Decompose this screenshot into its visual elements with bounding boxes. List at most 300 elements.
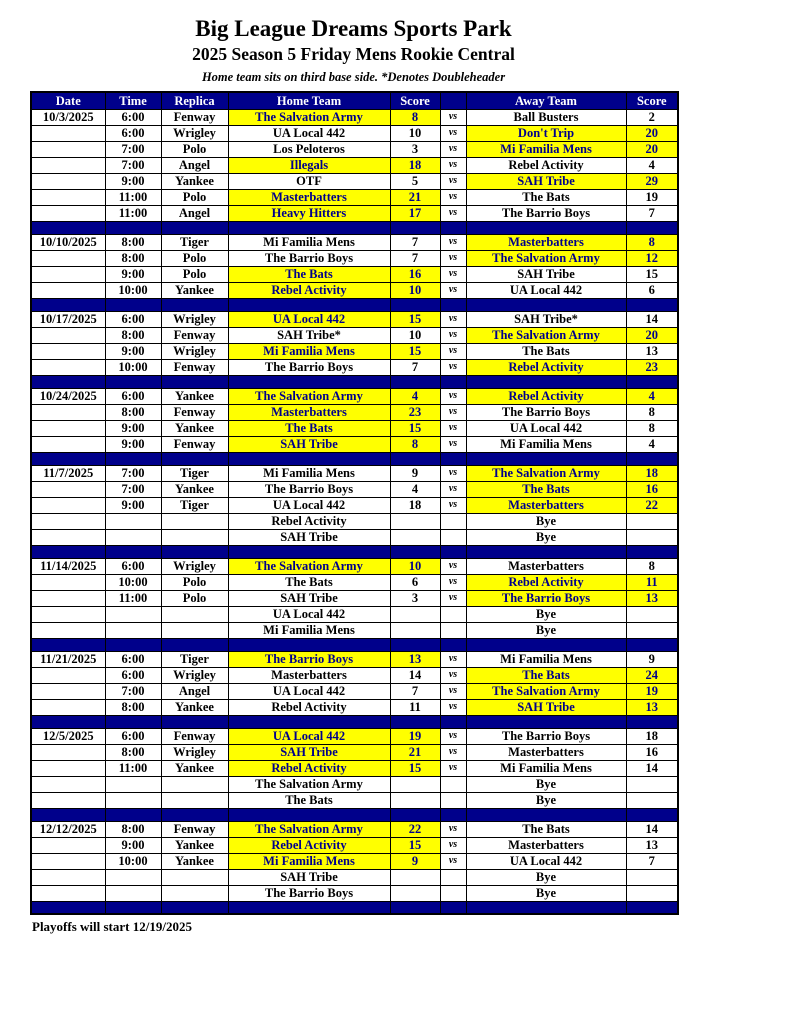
replica-cell: Tiger: [161, 465, 228, 481]
bye-row: [31, 606, 678, 622]
vs-cell: vs: [440, 327, 466, 343]
away-score-cell: 11: [626, 574, 678, 590]
separator-cell: [31, 808, 105, 821]
separator-cell: [228, 901, 390, 914]
away-score-cell: 18: [626, 728, 678, 744]
header-home-score: Score: [390, 92, 440, 109]
vs-cell: vs: [440, 157, 466, 173]
away-team-cell: Rebel Activity: [466, 157, 626, 173]
replica-cell: [161, 885, 228, 901]
game-row: [31, 125, 678, 141]
away-team-cell: Rebel Activity: [466, 388, 626, 404]
away-score-cell: 22: [626, 497, 678, 513]
game-row: [31, 420, 678, 436]
away-team-cell: Mi Familia Mens: [466, 760, 626, 776]
separator-cell: [228, 638, 390, 651]
away-team-cell: The Bats: [466, 343, 626, 359]
separator-cell: [161, 298, 228, 311]
vs-cell: vs: [440, 558, 466, 574]
time-cell: 10:00: [105, 574, 161, 590]
date-cell: [31, 481, 105, 497]
time-cell: 8:00: [105, 699, 161, 715]
home-score-cell: 22: [390, 821, 440, 837]
home-team-cell: UA Local 442: [228, 606, 390, 622]
time-cell: [105, 792, 161, 808]
away-score-cell: [626, 622, 678, 638]
date-cell: [31, 590, 105, 606]
separator-row: [31, 808, 678, 821]
date-cell: [31, 157, 105, 173]
separator-cell: [105, 375, 161, 388]
date-cell: [31, 622, 105, 638]
home-score-cell: 18: [390, 157, 440, 173]
away-team-cell: Bye: [466, 792, 626, 808]
separator-row: [31, 715, 678, 728]
page-title: Big League Dreams Sports Park: [195, 16, 512, 41]
vs-cell: vs: [440, 574, 466, 590]
home-score-cell: 7: [390, 683, 440, 699]
separator-cell: [440, 375, 466, 388]
replica-cell: [161, 513, 228, 529]
replica-cell: Yankee: [161, 853, 228, 869]
away-team-cell: The Bats: [466, 481, 626, 497]
home-score-cell: 15: [390, 343, 440, 359]
game-row: [31, 311, 678, 327]
game-row: [31, 189, 678, 205]
vs-cell: vs: [440, 282, 466, 298]
replica-cell: Polo: [161, 141, 228, 157]
home-score-cell: 10: [390, 558, 440, 574]
separator-cell: [161, 901, 228, 914]
separator-cell: [161, 452, 228, 465]
replica-cell: Fenway: [161, 728, 228, 744]
replica-cell: [161, 529, 228, 545]
home-score-cell: [390, 885, 440, 901]
date-cell: 10/3/2025: [31, 109, 105, 125]
separator-cell: [228, 452, 390, 465]
replica-cell: Fenway: [161, 327, 228, 343]
date-cell: [31, 250, 105, 266]
home-team-cell: SAH Tribe: [228, 869, 390, 885]
bye-row: [31, 529, 678, 545]
separator-cell: [390, 638, 440, 651]
away-score-cell: 18: [626, 465, 678, 481]
date-cell: [31, 853, 105, 869]
game-row: [31, 327, 678, 343]
away-team-cell: The Barrio Boys: [466, 205, 626, 221]
away-score-cell: 23: [626, 359, 678, 375]
date-cell: 11/21/2025: [31, 651, 105, 667]
date-cell: 10/24/2025: [31, 388, 105, 404]
vs-cell: [440, 869, 466, 885]
home-score-cell: 10: [390, 327, 440, 343]
game-row: [31, 651, 678, 667]
time-cell: [105, 606, 161, 622]
separator-cell: [105, 545, 161, 558]
away-team-cell: Masterbatters: [466, 234, 626, 250]
away-team-cell: Masterbatters: [466, 837, 626, 853]
separator-cell: [105, 901, 161, 914]
time-cell: 8:00: [105, 821, 161, 837]
date-cell: [31, 282, 105, 298]
away-score-cell: 6: [626, 282, 678, 298]
home-score-cell: 8: [390, 109, 440, 125]
separator-cell: [31, 452, 105, 465]
vs-cell: vs: [440, 205, 466, 221]
replica-cell: Fenway: [161, 404, 228, 420]
separator-cell: [466, 715, 626, 728]
separator-cell: [105, 298, 161, 311]
date-cell: 12/5/2025: [31, 728, 105, 744]
separator-cell: [105, 808, 161, 821]
separator-cell: [626, 715, 678, 728]
vs-cell: vs: [440, 760, 466, 776]
replica-cell: [161, 776, 228, 792]
away-team-cell: Ball Busters: [466, 109, 626, 125]
home-score-cell: 21: [390, 744, 440, 760]
home-team-cell: Mi Familia Mens: [228, 343, 390, 359]
time-cell: 6:00: [105, 109, 161, 125]
vs-cell: vs: [440, 667, 466, 683]
away-score-cell: [626, 792, 678, 808]
game-row: [31, 853, 678, 869]
away-score-cell: 19: [626, 683, 678, 699]
away-score-cell: [626, 869, 678, 885]
home-score-cell: [390, 606, 440, 622]
home-score-cell: 3: [390, 590, 440, 606]
separator-cell: [466, 545, 626, 558]
home-team-cell: The Barrio Boys: [228, 359, 390, 375]
game-row: [31, 282, 678, 298]
home-team-cell: The Salvation Army: [228, 821, 390, 837]
away-score-cell: 8: [626, 420, 678, 436]
away-score-cell: 12: [626, 250, 678, 266]
away-team-cell: Mi Familia Mens: [466, 436, 626, 452]
away-team-cell: The Salvation Army: [466, 683, 626, 699]
time-cell: 6:00: [105, 558, 161, 574]
bye-row: [31, 869, 678, 885]
home-team-cell: Illegals: [228, 157, 390, 173]
away-score-cell: 14: [626, 821, 678, 837]
header-home-team: Home Team: [228, 92, 390, 109]
game-row: [31, 574, 678, 590]
game-row: [31, 728, 678, 744]
separator-cell: [228, 545, 390, 558]
date-cell: [31, 744, 105, 760]
away-score-cell: 7: [626, 205, 678, 221]
home-score-cell: 17: [390, 205, 440, 221]
time-cell: 7:00: [105, 141, 161, 157]
away-team-cell: The Bats: [466, 667, 626, 683]
home-team-cell: Rebel Activity: [228, 282, 390, 298]
time-cell: 6:00: [105, 651, 161, 667]
replica-cell: Yankee: [161, 420, 228, 436]
schedule-header: [31, 92, 678, 109]
home-score-cell: [390, 513, 440, 529]
separator-cell: [105, 638, 161, 651]
separator-cell: [626, 901, 678, 914]
home-score-cell: 9: [390, 465, 440, 481]
home-team-cell: SAH Tribe: [228, 436, 390, 452]
away-score-cell: 16: [626, 481, 678, 497]
date-cell: [31, 869, 105, 885]
away-team-cell: The Salvation Army: [466, 465, 626, 481]
time-cell: 7:00: [105, 465, 161, 481]
game-row: [31, 234, 678, 250]
vs-cell: [440, 792, 466, 808]
vs-cell: vs: [440, 343, 466, 359]
away-score-cell: 4: [626, 157, 678, 173]
away-score-cell: 7: [626, 853, 678, 869]
separator-cell: [466, 901, 626, 914]
separator-row: [31, 545, 678, 558]
away-score-cell: 8: [626, 234, 678, 250]
time-cell: [105, 869, 161, 885]
vs-cell: vs: [440, 744, 466, 760]
vs-cell: vs: [440, 250, 466, 266]
home-score-cell: 5: [390, 173, 440, 189]
separator-cell: [626, 452, 678, 465]
away-score-cell: 9: [626, 651, 678, 667]
home-team-cell: SAH Tribe: [228, 590, 390, 606]
separator-cell: [390, 808, 440, 821]
replica-cell: Yankee: [161, 760, 228, 776]
game-row: [31, 744, 678, 760]
vs-cell: vs: [440, 388, 466, 404]
home-team-cell: The Bats: [228, 574, 390, 590]
time-cell: 9:00: [105, 436, 161, 452]
playoffs-note: Playoffs will start 12/19/2025: [32, 919, 192, 935]
date-cell: [31, 359, 105, 375]
game-row: [31, 760, 678, 776]
separator-cell: [390, 221, 440, 234]
away-score-cell: 20: [626, 327, 678, 343]
home-team-cell: The Bats: [228, 792, 390, 808]
home-team-cell: OTF: [228, 173, 390, 189]
date-cell: [31, 837, 105, 853]
time-cell: 7:00: [105, 481, 161, 497]
separator-row: [31, 298, 678, 311]
home-team-cell: The Bats: [228, 266, 390, 282]
time-cell: [105, 776, 161, 792]
home-score-cell: 11: [390, 699, 440, 715]
date-cell: [31, 606, 105, 622]
separator-cell: [390, 715, 440, 728]
game-row: [31, 465, 678, 481]
home-score-cell: [390, 622, 440, 638]
away-team-cell: SAH Tribe: [466, 266, 626, 282]
separator-cell: [440, 715, 466, 728]
header-time: Time: [105, 92, 161, 109]
home-team-cell: Masterbatters: [228, 404, 390, 420]
time-cell: 11:00: [105, 760, 161, 776]
game-row: [31, 157, 678, 173]
replica-cell: Polo: [161, 266, 228, 282]
separator-cell: [228, 375, 390, 388]
date-cell: [31, 529, 105, 545]
replica-cell: Wrigley: [161, 558, 228, 574]
separator-cell: [466, 808, 626, 821]
date-cell: [31, 436, 105, 452]
page-subtitle: 2025 Season 5 Friday Mens Rookie Central: [192, 44, 515, 65]
separator-cell: [626, 221, 678, 234]
date-cell: 11/7/2025: [31, 465, 105, 481]
time-cell: 8:00: [105, 744, 161, 760]
date-cell: [31, 513, 105, 529]
separator-cell: [390, 901, 440, 914]
away-team-cell: The Bats: [466, 821, 626, 837]
home-score-cell: 13: [390, 651, 440, 667]
home-team-cell: The Salvation Army: [228, 109, 390, 125]
separator-cell: [228, 808, 390, 821]
bye-row: [31, 792, 678, 808]
home-score-cell: 6: [390, 574, 440, 590]
separator-cell: [626, 298, 678, 311]
time-cell: 9:00: [105, 420, 161, 436]
separator-cell: [31, 298, 105, 311]
time-cell: 9:00: [105, 497, 161, 513]
home-team-cell: Los Peloteros: [228, 141, 390, 157]
game-row: [31, 497, 678, 513]
vs-cell: vs: [440, 311, 466, 327]
time-cell: 9:00: [105, 266, 161, 282]
date-cell: [31, 683, 105, 699]
time-cell: 7:00: [105, 157, 161, 173]
vs-cell: [440, 885, 466, 901]
away-score-cell: 13: [626, 837, 678, 853]
away-team-cell: Bye: [466, 776, 626, 792]
vs-cell: vs: [440, 651, 466, 667]
bye-row: [31, 622, 678, 638]
away-team-cell: The Barrio Boys: [466, 728, 626, 744]
replica-cell: Wrigley: [161, 125, 228, 141]
home-score-cell: [390, 869, 440, 885]
vs-cell: vs: [440, 404, 466, 420]
replica-cell: Polo: [161, 590, 228, 606]
replica-cell: Wrigley: [161, 311, 228, 327]
game-row: [31, 404, 678, 420]
time-cell: 8:00: [105, 250, 161, 266]
home-score-cell: 10: [390, 125, 440, 141]
separator-row: [31, 901, 678, 914]
replica-cell: Fenway: [161, 436, 228, 452]
away-score-cell: 8: [626, 558, 678, 574]
replica-cell: Angel: [161, 683, 228, 699]
home-team-cell: The Salvation Army: [228, 776, 390, 792]
away-score-cell: 2: [626, 109, 678, 125]
home-team-cell: Rebel Activity: [228, 699, 390, 715]
replica-cell: Tiger: [161, 651, 228, 667]
separator-cell: [228, 715, 390, 728]
separator-cell: [228, 221, 390, 234]
header-away-score: Score: [626, 92, 678, 109]
home-team-cell: SAH Tribe*: [228, 327, 390, 343]
vs-cell: vs: [440, 173, 466, 189]
game-row: [31, 359, 678, 375]
time-cell: 7:00: [105, 683, 161, 699]
vs-cell: vs: [440, 590, 466, 606]
vs-cell: vs: [440, 359, 466, 375]
game-row: [31, 205, 678, 221]
home-score-cell: 14: [390, 667, 440, 683]
replica-cell: Yankee: [161, 481, 228, 497]
bye-row: [31, 776, 678, 792]
date-cell: [31, 205, 105, 221]
date-cell: [31, 792, 105, 808]
away-team-cell: The Bats: [466, 189, 626, 205]
separator-row: [31, 638, 678, 651]
vs-cell: vs: [440, 141, 466, 157]
separator-cell: [440, 901, 466, 914]
away-score-cell: 19: [626, 189, 678, 205]
away-score-cell: 15: [626, 266, 678, 282]
game-row: [31, 558, 678, 574]
separator-cell: [31, 901, 105, 914]
home-team-cell: The Barrio Boys: [228, 651, 390, 667]
away-team-cell: The Barrio Boys: [466, 404, 626, 420]
away-team-cell: UA Local 442: [466, 853, 626, 869]
home-team-cell: Masterbatters: [228, 189, 390, 205]
away-team-cell: Bye: [466, 513, 626, 529]
date-cell: [31, 885, 105, 901]
away-score-cell: 14: [626, 311, 678, 327]
game-row: [31, 436, 678, 452]
date-cell: [31, 667, 105, 683]
home-score-cell: 7: [390, 359, 440, 375]
replica-cell: [161, 792, 228, 808]
date-cell: [31, 699, 105, 715]
away-team-cell: UA Local 442: [466, 420, 626, 436]
separator-cell: [440, 298, 466, 311]
home-score-cell: 4: [390, 388, 440, 404]
time-cell: [105, 513, 161, 529]
home-team-cell: Rebel Activity: [228, 513, 390, 529]
home-score-cell: 15: [390, 420, 440, 436]
vs-cell: vs: [440, 465, 466, 481]
home-team-cell: Masterbatters: [228, 667, 390, 683]
home-score-cell: 10: [390, 282, 440, 298]
time-cell: 6:00: [105, 667, 161, 683]
header-away-team: Away Team: [466, 92, 626, 109]
separator-cell: [440, 808, 466, 821]
time-cell: 10:00: [105, 359, 161, 375]
home-team-cell: The Barrio Boys: [228, 250, 390, 266]
home-team-cell: SAH Tribe: [228, 744, 390, 760]
time-cell: 9:00: [105, 173, 161, 189]
separator-row: [31, 221, 678, 234]
vs-cell: [440, 622, 466, 638]
separator-cell: [105, 221, 161, 234]
time-cell: 6:00: [105, 728, 161, 744]
time-cell: 8:00: [105, 234, 161, 250]
vs-cell: [440, 529, 466, 545]
time-cell: 6:00: [105, 388, 161, 404]
vs-cell: vs: [440, 436, 466, 452]
separator-cell: [626, 638, 678, 651]
replica-cell: [161, 606, 228, 622]
game-row: [31, 343, 678, 359]
game-row: [31, 266, 678, 282]
home-score-cell: [390, 792, 440, 808]
home-team-cell: Mi Familia Mens: [228, 234, 390, 250]
away-score-cell: [626, 776, 678, 792]
time-cell: [105, 529, 161, 545]
vs-cell: vs: [440, 234, 466, 250]
date-cell: [31, 420, 105, 436]
vs-cell: vs: [440, 837, 466, 853]
game-row: [31, 141, 678, 157]
vs-cell: vs: [440, 497, 466, 513]
